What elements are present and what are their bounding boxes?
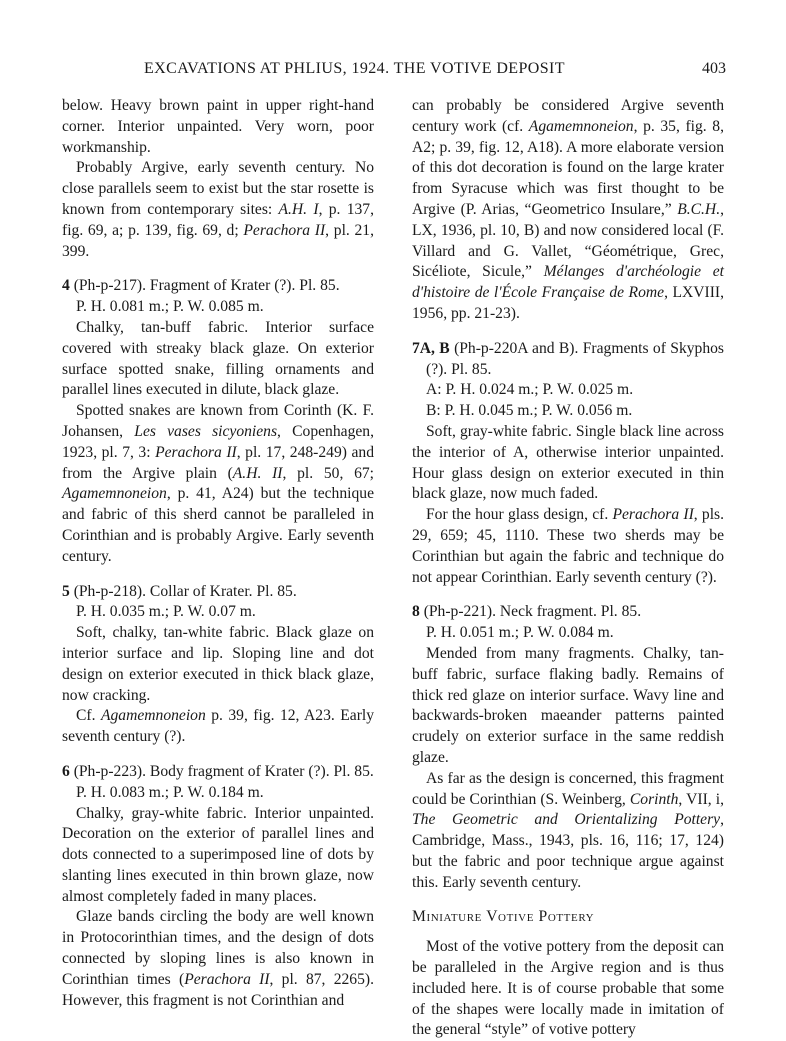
- measurements-a: A: P. H. 0.024 m.; P. W. 0.025 m.: [426, 381, 634, 399]
- catalogue-entry-heading: 4 (Ph-p-217). Fragment of Krater (?). Pl. 85.: [62, 277, 340, 295]
- paragraph: Probably Argive, early seventh century. No close parallels seem to exist but the star rosette is known from contemporary sites: A.H. I, p. 137, fig. 69, a; p. 139, fig. 69, d; Perachora II, pl. 21, 399.: [62, 159, 374, 260]
- catalogue-entry-heading: 8 (Ph-p-221). Neck fragment. Pl. 85.: [412, 603, 642, 621]
- left-column: [62, 96, 374, 1011]
- measurements: P. H. 0.083 m.; P. W. 0.184 m.: [76, 783, 264, 801]
- catalogue-entry-heading: 7A, B (Ph-p-220A and B). Fragments of Skyphos (?). Pl. 85.: [412, 339, 724, 378]
- discussion: For the hour glass design, cf. Perachora II, pls. 29, 659; 45, 1110. These two sherds may be Corinthian but again the fabric and technique do not appear Corinthian. Early seventh century (?).: [412, 506, 725, 586]
- catalogue-entry-heading: 5 (Ph-p-218). Collar of Krater. Pl. 85.: [62, 582, 297, 600]
- measurements: P. H. 0.081 m.; P. W. 0.085 m.: [76, 298, 264, 316]
- discussion: Spotted snakes are known from Corinth (K. F. Johansen, Les vases sicyoniens, Copenhagen, 1923, pl. 7, 3: Perachora II, pl. 17, 248-249) and from the Argive plain (A.H. II, pl. 50, 67; Agamemnoneion, p. 41, A24) but the technique and fabric of this sherd cannot be paralleled in Corinthian and is probably Argive. Early seventh century.: [62, 402, 374, 565]
- section-heading: Miniature Votive Pottery: [412, 908, 595, 926]
- right-column: [412, 96, 724, 1041]
- discussion: Glaze bands circling the body are well known in Protocorinthian times, and the design of dots connected by sloping lines is also known in Corinthian times (Perachora II, pl. 87, 2265). However, this fragment is not Corinthian and: [62, 908, 374, 1009]
- paragraph: below. Heavy brown paint in upper right-hand corner. Interior unpainted. Very worn, poor workmanship.: [62, 97, 374, 156]
- description: Mended from many fragments. Chalky, tan-buff fabric, surface flaking badly. Remains of thick red glaze on interior surface. Wavy line and backwards-broken maeander patterns painted crudely on exterior surface in the same reddish glaze.: [412, 644, 724, 766]
- running-title: EXCAVATIONS AT PHLIUS, 1924. THE VOTIVE DEPOSIT: [144, 60, 565, 77]
- section-paragraph: Most of the votive pottery from the deposit can be paralleled in the Argive region and is thus included here. It is of course probable that some of the shapes were locally made in imitation of the general “style” of votive pottery: [412, 938, 724, 1039]
- description: Chalky, gray-white fabric. Interior unpainted. Decoration on the exterior of parallel lines and dots connected to a superimposed line of dots by slanting lines executed in thin brown glaze, now almost completely faded in many places.: [62, 804, 374, 905]
- paragraph: can probably be considered Argive seventh century work (cf. Agamemnoneion, p. 35, fig. 8, A2; p. 39, fig. 12, A18). A more elaborate version of this dot decoration is found on the large krater from Syracuse which was first thought to be Argive (P. Arias, “Geometrico Insulare,” B.C.H., LX, 1936, pl. 10, B) and now considered local (F. Villard and G. Vallet, “Géométrique, Grec, Sicéliote, Sicule,” Mélanges d'archéologie et d'histoire de l'École Française de Rome, LXVIII, 1956, pp. 21-23).: [412, 97, 724, 322]
- description: Chalky, tan-buff fabric. Interior surface covered with streaky black glaze. On exterior surface spotted snake, filling ornaments and parallel lines executed in dilute, black glaze.: [62, 318, 374, 399]
- discussion: As far as the design is concerned, this fragment could be Corinthian (S. Weinberg, Corinth, VII, i, The Geometric and Orientalizing Pottery, Cambridge, Mass., 1943, pls. 16, 116; 17, 124) but the fabric and poor technique argue against this. Early seventh century.: [412, 769, 724, 891]
- measurements: P. H. 0.035 m.; P. W. 0.07 m.: [76, 603, 256, 621]
- running-header: [62, 60, 726, 82]
- description: Soft, chalky, tan-white fabric. Black glaze on interior surface and lip. Sloping line and dot design on exterior executed in thick black glaze, now cracking.: [62, 624, 374, 704]
- catalogue-entry-heading: 6 (Ph-p-223). Body fragment of Krater (?). Pl. 85.: [62, 762, 374, 780]
- description: Soft, gray-white fabric. Single black line across the interior of A, otherwise interior unpainted. Hour glass design on exterior executed in thin black glaze, now much faded.: [412, 422, 724, 503]
- comparison: Cf. Agamemnoneion p. 39, fig. 12, A23. Early seventh century (?).: [62, 707, 375, 746]
- measurements: P. H. 0.051 m.; P. W. 0.084 m.: [426, 624, 614, 642]
- page-number: 403: [702, 60, 726, 77]
- measurements-b: B: P. H. 0.045 m.; P. W. 0.056 m.: [426, 402, 633, 420]
